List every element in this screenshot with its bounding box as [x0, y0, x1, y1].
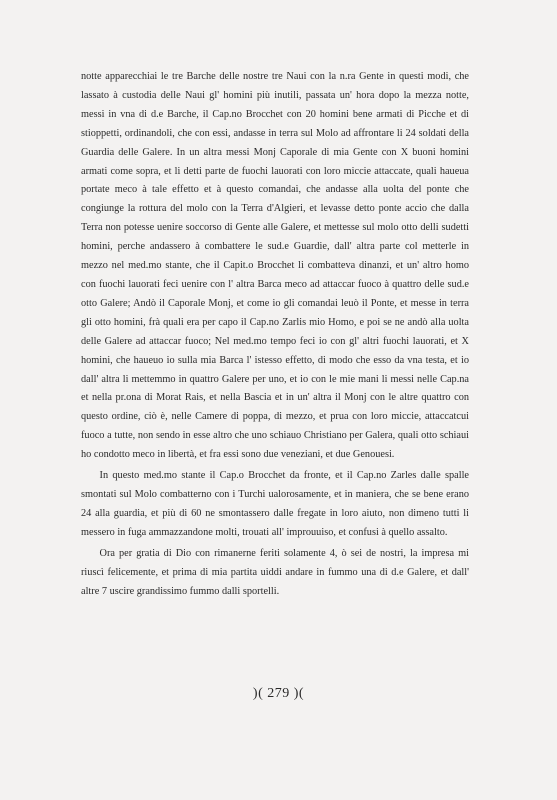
body-text	[81, 68, 469, 601]
paragraph-3: Ora per gratia di Dio con rimanerne feriti solamente 4, ò sei de nostri, la impresa mi riuscì felicemente, et prima di mia partita uiddi andare in fummo una di d.e Galere, et dall' altre 7 uscire grandissimo fummo dalli sportelli.	[81, 547, 469, 597]
paragraph-1: notte apparecchiai le tre Barche delle nostre tre Naui con la n.ra Gente in questi modi, che lassato à custodia delle Naui gl' homini più inutili, passata un' hora dopo la mezza notte, messi in vna di d.e Barche, il Cap.no Brocchet con 20 homini bene armati di Picche et di stioppetti, ordinandoli, che con essi, andasse in terra sul Molo ad affrontare li 24 soldati della Guardia delle Galere. In un altra messi Monj Caporale di mia Gente con X buoni homini armati come sopra, et li detti parte de fuochi lauorati con loro miccie attaccate, quali haueua portate meco à tale effetto et à questo comandai, che andasse alla uolta del ponte che congiunge la rottura del molo con la Terra d'Algieri, et levasse detto ponte accio che dalla Terra non potesse uenire soccorso di Gente alle Galere, et mettesse sul molo otto delli sudetti homini, perche andassero à combattere le sud.e Guardie, dall' altra parte col metterle in mezzo nel med.mo stante, che il Capit.o Brocchet li combatteva dinanzi, et un' altro homo con fuochi lauorati feci uenire con l' altra Barca meco ad attaccar fuoco à quattro delle sud.e otto Galere; Andò il Caporale Monj, et come io gli comandai leuò il Ponte, et messe in terra gli otto homini, frà quali era per capo il Cap.no Zarlis mio Homo, e poi se ne andò alla uolta delle Galere ad attaccar fuoco; Nel med.mo tempo feci io con gl' altri fuochi lauorati, et X homini, che haueuo io sulla mia Barca l' istesso effetto, di modo che esso da vna testa, et io dall' altra li mettemmo in quattro Galere per uno, et io con le mie mani li messi nelle Cap.na et nella pr.ona di Morat Rais, et nella Bascia et in un' altra il Monj con le altre quattro con questo ordine, ciò è, nelle Camere di poppa, di mezzo, et prua con loro miccie, attaccatcui fuoco a tutte, non sendo in esse altro che uno schiauo Christiano per Galera, quali otto schiaui ho condotto meco in libertà, et fra essi sono due veneziani, et due Genouesi.	[81, 71, 469, 461]
page-number: )( 279 )(	[252, 686, 305, 701]
paragraph-2: In questo med.mo stante il Cap.o Brocchet da fronte, et il Cap.no Zarles dalle spalle smontati sul Molo combatterno con i Turchi ualorosamente, et in maniera, che se bene erano 24 alla guardia, et più di 60 ne smontassero dalle fregate in loro aiuto, non dimeno tutti li messero in fuga ammazzandone molti, trouati all' improuuiso, et confusi à quello assalto.	[81, 470, 469, 538]
